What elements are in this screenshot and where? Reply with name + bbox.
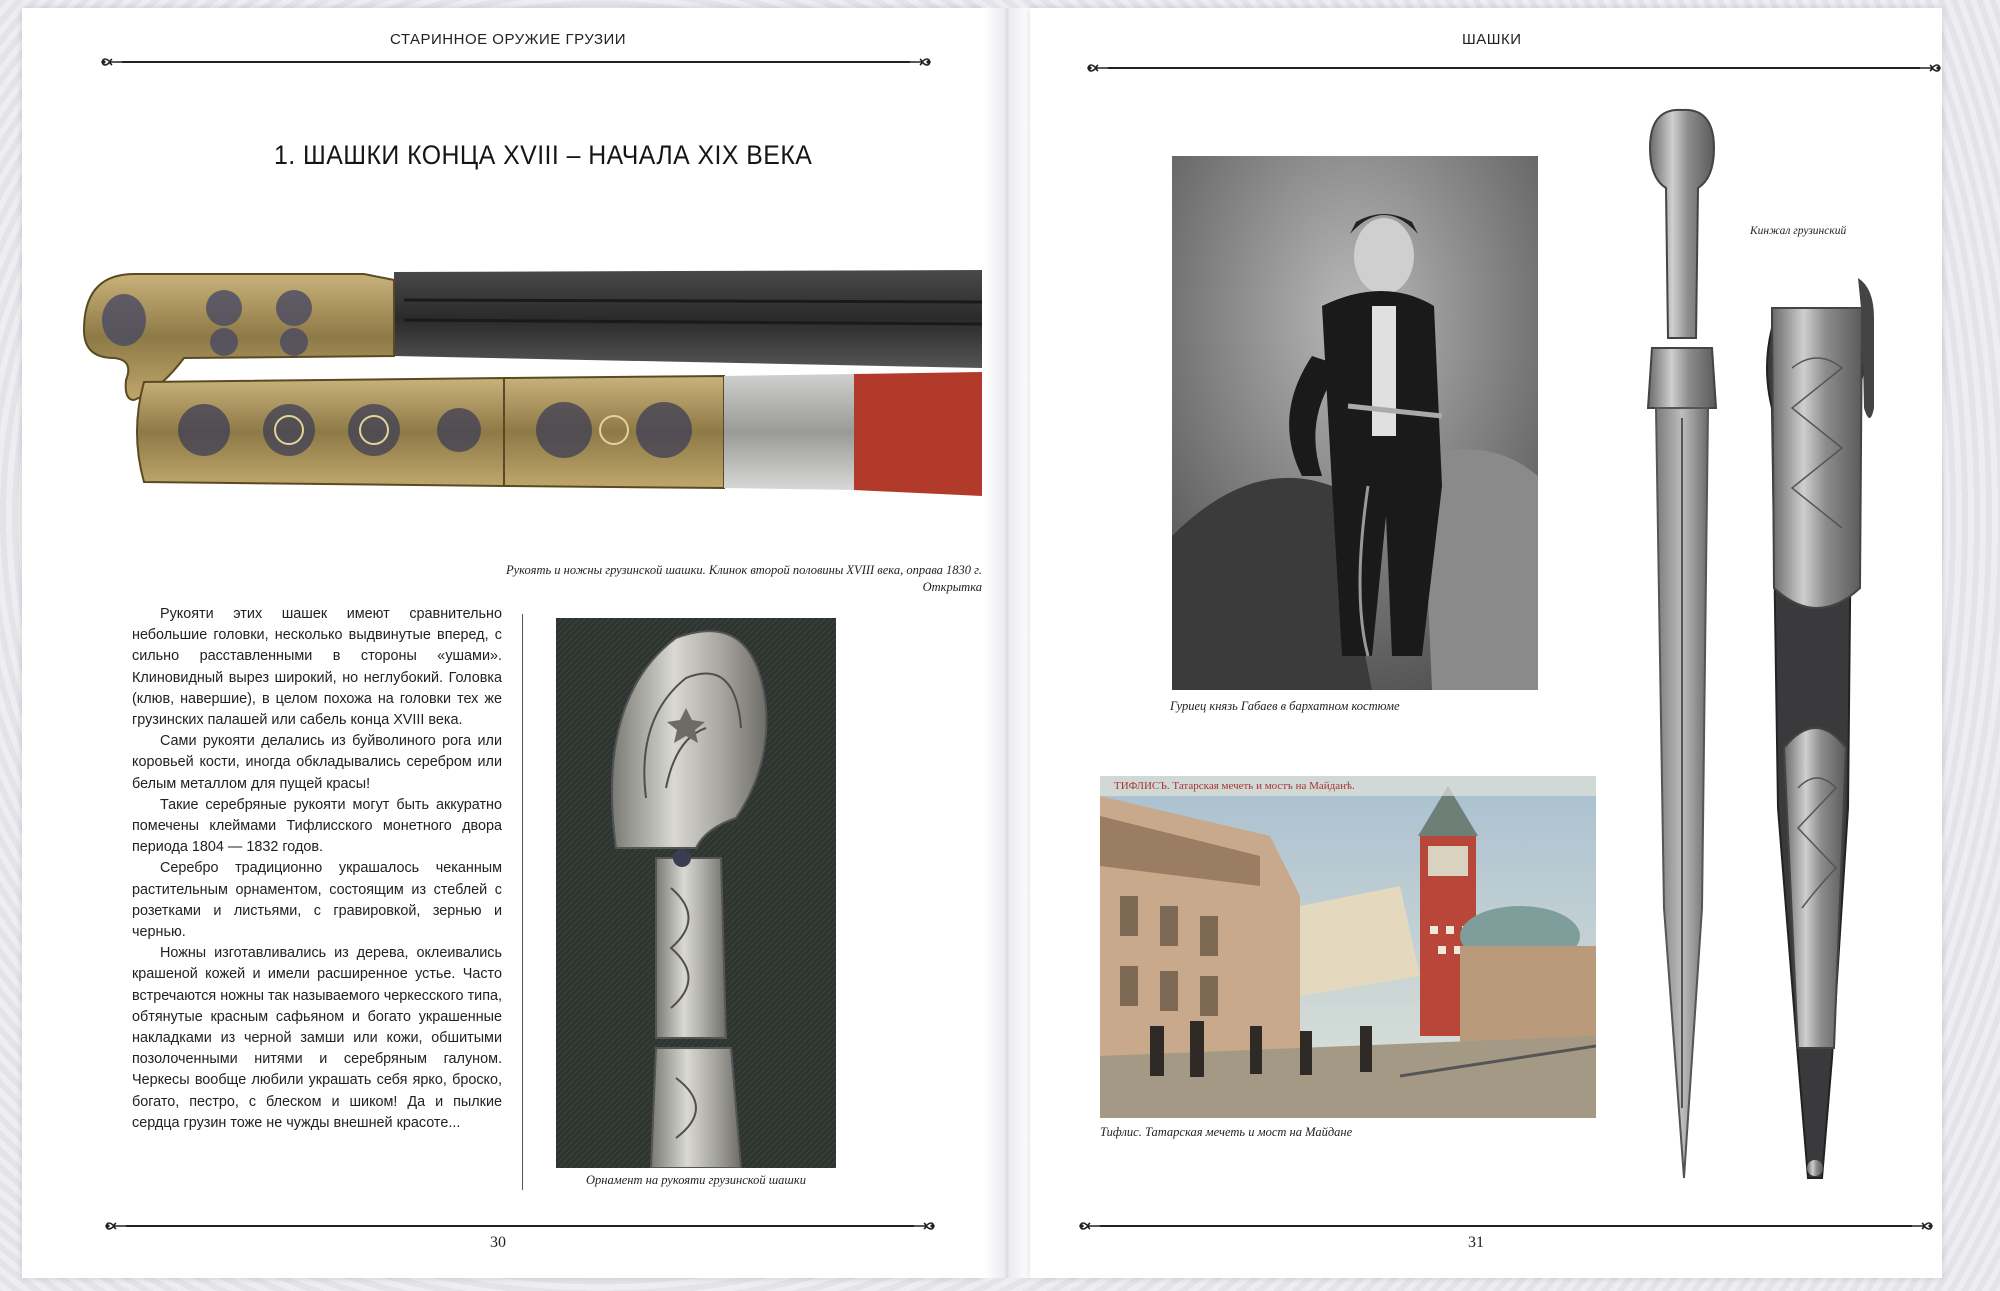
ornament-photo <box>556 618 836 1168</box>
paragraph: Рукояти этих шашек имеют сравнительно небольшие головки, несколько выдвинутые вперед, с сильно расставленными в стороны «ушами». Клиновидный вырез широкий, но неглубокий. Головка (клюв, навершие), в целом похожа на головки тех же грузинских палашей или сабель конца XVIII века. <box>132 606 502 729</box>
paragraph: Серебро традиционно украшалось чеканным растительным орнаментом, состоящим из стеблей с розетками и листьями, с гравировкой, зернью и чернью. <box>132 860 502 941</box>
paragraph: Такие серебряные рукояти могут быть аккуратно помечены клеймами Тифлисского монетного двора периода 1804 — 1832 годов. <box>132 796 502 856</box>
header-rule-left <box>100 52 932 72</box>
ornament-icon <box>910 1216 936 1236</box>
header-rule-right <box>1086 58 1942 78</box>
portrait-photo <box>1172 156 1538 690</box>
postcard-photo <box>1100 776 1596 1118</box>
right-page <box>1030 8 1942 1278</box>
ornament-icon <box>906 52 932 72</box>
ornament-icon <box>1916 58 1942 78</box>
caption-portrait: Гуриец князь Габаев в бархатном костюме <box>1170 699 1400 713</box>
caption-ornament: Орнамент на рукояти грузинской шашки <box>586 1173 806 1187</box>
caption-hilt: Рукоять и ножны грузинской шашки. Клинок второй половины XVIII века, оправа 1830 г. Открытка <box>506 563 982 594</box>
ornament-icon <box>1908 1216 1934 1236</box>
paragraph: Ножны изготавливались из дерева, оклеивались крашеной кожей и имели расширенное устье. Часто встречаются ножны так называемого черкесского типа, обтянутые красным сафьяном и богато украшенные накладками из черной замши или кожи, обшитыми позолоченными нитями и серебряным галуном. Черкесы вообще любили украшать себя ярко, броско, богато, пестро, с блеском и шиком! Да и пылкие сердца грузин тоже не чужды внешней красоте... <box>132 945 502 1131</box>
footer-rule-left <box>104 1216 936 1236</box>
running-head-left: СТАРИННОЕ ОРУЖИЕ ГРУЗИИ <box>390 31 627 48</box>
chapter-title: 1. ШАШКИ КОНЦА XVIII – НАЧАЛА XIX ВЕКА <box>274 140 813 170</box>
hilt-scabbard-photo <box>64 260 982 546</box>
caption-postcard: Тифлис. Татарская мечеть и мост на Майдане <box>1100 1125 1353 1139</box>
body-text <box>132 604 502 1134</box>
page-number-right: 31 <box>1468 1234 1484 1251</box>
left-page <box>22 8 984 1278</box>
dagger-photo <box>1612 108 1902 1186</box>
postcard-label: ТИФЛИСЪ. Татарская мечеть и мостъ на Майданѣ. <box>1114 780 1355 792</box>
page-number-left: 30 <box>490 1234 506 1251</box>
caption-dagger: Кинжал грузинский <box>1750 225 1847 237</box>
book-gutter <box>984 8 1030 1278</box>
paragraph: Сами рукояти делались из буйволиного рога или коровьей кости, иногда обкладывались серебром или белым металлом для пущей красы! <box>132 733 502 792</box>
column-divider <box>522 614 523 1190</box>
running-head-right: ШАШКИ <box>1462 31 1522 48</box>
footer-rule-right <box>1078 1216 1934 1236</box>
